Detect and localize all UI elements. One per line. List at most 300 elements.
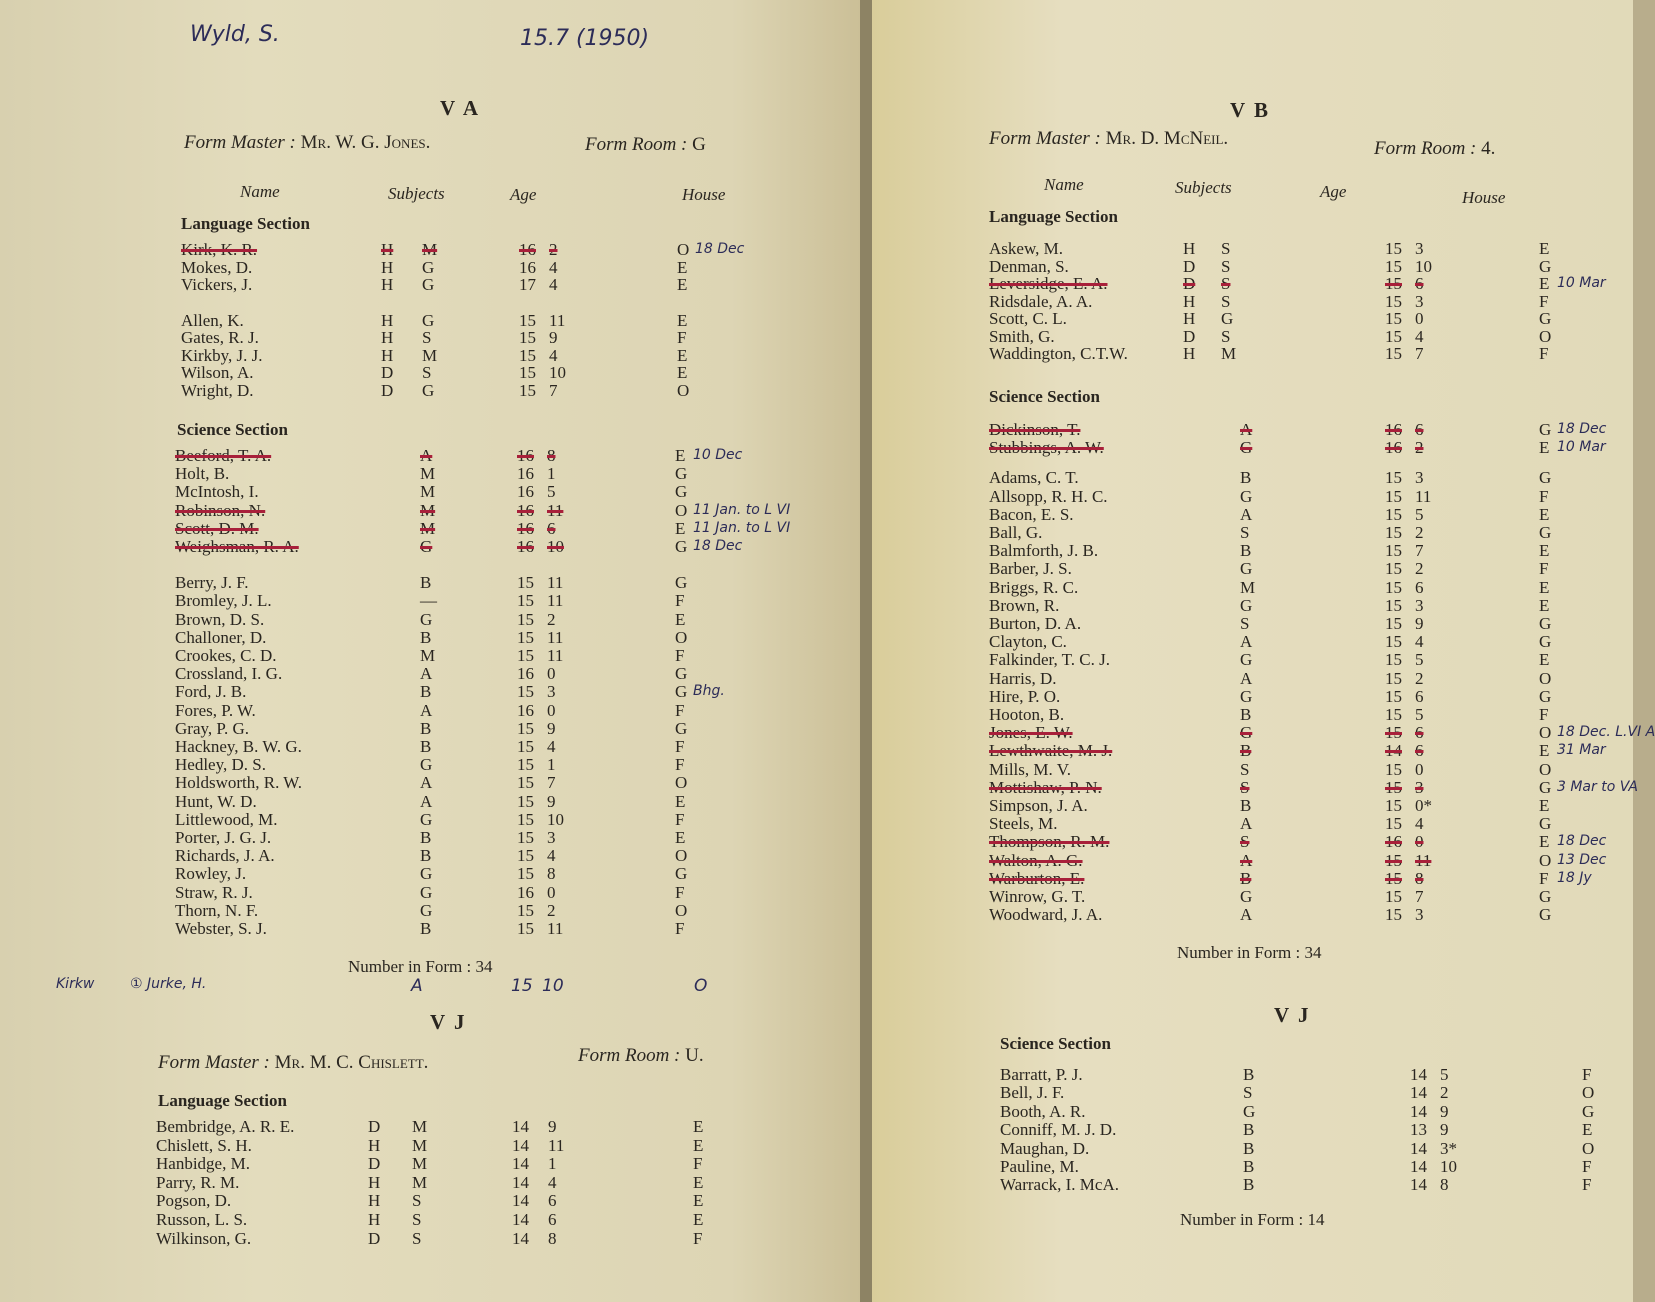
student-name: Wilkinson, G. xyxy=(156,1228,252,1248)
subject-1: H xyxy=(368,1135,381,1155)
house: O xyxy=(675,773,688,793)
table-row xyxy=(989,505,1629,523)
age-years: 14 xyxy=(512,1135,529,1155)
student-name: Mills, M. V. xyxy=(989,759,1072,779)
house: E xyxy=(1539,741,1550,761)
va-col-name: Name xyxy=(240,182,280,201)
house: E xyxy=(675,828,686,847)
subject-1: S xyxy=(1243,1083,1253,1103)
house: F xyxy=(675,591,685,611)
subject-1: B xyxy=(420,737,432,756)
subject-1: G xyxy=(1240,686,1253,706)
age-months: 2 xyxy=(547,609,556,629)
subject-2: G xyxy=(1221,309,1234,328)
subject-2: S xyxy=(1221,274,1231,293)
student-name: Maughan, D. xyxy=(1000,1138,1090,1158)
age-years: 15 xyxy=(1385,614,1402,633)
table-row xyxy=(989,614,1629,632)
student-name: Warrack, I. McA. xyxy=(1000,1175,1119,1195)
age-years: 16 xyxy=(517,518,534,538)
age-months: 0 xyxy=(547,664,556,684)
table-row xyxy=(181,363,841,381)
table-row xyxy=(989,468,1629,486)
age-years: 14 xyxy=(512,1154,529,1174)
handwritten-note: 11 Jan. to L VI xyxy=(693,519,791,536)
age-years: 15 xyxy=(517,627,534,647)
table-row xyxy=(175,773,835,791)
student-name: Ford, J. B. xyxy=(175,682,247,702)
subject-1: S xyxy=(1240,614,1250,633)
handwritten-note: 18 Dec xyxy=(1557,833,1607,850)
student-name: Gates, R. J. xyxy=(181,328,259,347)
age-months: 4 xyxy=(549,275,558,294)
student-name: Chislett, S. H. xyxy=(156,1135,252,1155)
student-name: Waddington, C.T.W. xyxy=(989,344,1128,363)
student-name: Weighsman, R. A. xyxy=(175,537,299,556)
age-years: 15 xyxy=(517,609,534,629)
age-months: 3 xyxy=(547,682,556,702)
age-years: 16 xyxy=(517,664,534,684)
student-name: Briggs, R. C. xyxy=(989,577,1079,597)
age-years: 15 xyxy=(1385,796,1402,815)
age-months: 3* xyxy=(1440,1138,1457,1158)
house: E xyxy=(1539,239,1550,258)
house: O xyxy=(677,240,690,259)
student-name: Russon, L. S. xyxy=(156,1210,248,1229)
student-name: Conniff, M. J. D. xyxy=(1000,1120,1117,1140)
student-name: Pauline, M. xyxy=(1000,1157,1079,1176)
subject-1: M xyxy=(420,500,436,520)
age-months: 9 xyxy=(1440,1120,1449,1140)
age-months: 8 xyxy=(548,1228,557,1248)
va-col-house: House xyxy=(682,185,726,204)
age-years: 15 xyxy=(517,773,534,793)
table-row xyxy=(989,438,1629,456)
house: G xyxy=(675,864,688,884)
student-name: Leversidge, E. A. xyxy=(989,274,1108,293)
age-months: 1 xyxy=(548,1154,557,1174)
subject-1: B xyxy=(1243,1065,1255,1084)
table-row xyxy=(156,1154,816,1172)
house: F xyxy=(675,700,685,720)
house: F xyxy=(693,1154,703,1174)
subject-1: G xyxy=(1243,1101,1256,1121)
table-row xyxy=(181,311,841,329)
vj-form-master: Form Master : Mr. M. C. Chislett. xyxy=(158,1052,429,1073)
student-name: Simpson, J. A. xyxy=(989,796,1088,815)
age-years: 14 xyxy=(512,1172,529,1192)
subject-1: D xyxy=(368,1228,381,1248)
age-months: 10 xyxy=(1415,256,1432,276)
handwritten-note: 3 Mar to VA xyxy=(1557,778,1638,795)
age-months: 5 xyxy=(547,482,556,502)
table-row xyxy=(175,737,835,755)
age-years: 15 xyxy=(519,380,536,400)
subject-1: G xyxy=(420,900,433,920)
student-name: Mottishaw, P. N. xyxy=(989,777,1102,797)
house: F xyxy=(1539,705,1549,724)
age-months: 3 xyxy=(1415,239,1424,258)
student-name: Thompson, R. M. xyxy=(989,832,1110,852)
age-years: 15 xyxy=(519,310,536,330)
student-name: Ridsdale, A. A. xyxy=(989,291,1093,311)
table-row xyxy=(1000,1065,1620,1083)
subject-1: B xyxy=(1240,541,1252,561)
subject-1: M xyxy=(420,518,436,538)
subject-1: G xyxy=(1240,723,1253,743)
age-months: 11 xyxy=(547,573,564,593)
student-name: Walton, A. G. xyxy=(989,850,1083,870)
subject-1: D xyxy=(1183,326,1196,346)
student-name: Porter, J. G. J. xyxy=(175,828,272,847)
va-language-section: Language Section xyxy=(181,214,310,233)
table-row xyxy=(989,723,1655,743)
subject-1: B xyxy=(1243,1175,1255,1195)
age-years: 15 xyxy=(517,791,534,811)
subject-1: D xyxy=(368,1154,381,1174)
table-row xyxy=(175,482,835,500)
house: G xyxy=(675,482,688,502)
student-name: Hunt, W. D. xyxy=(175,791,257,811)
student-name: Wilson, A. xyxy=(181,363,254,382)
house: E xyxy=(1539,595,1550,615)
house: E xyxy=(1582,1120,1593,1140)
house: E xyxy=(1539,274,1550,293)
age-months: 7 xyxy=(547,773,556,793)
age-months: 3 xyxy=(1415,595,1424,615)
table-row xyxy=(181,258,841,276)
student-name: Booth, A. R. xyxy=(1000,1101,1086,1121)
subject-1: H xyxy=(381,275,394,294)
va-col-subjects: Subjects xyxy=(388,184,445,203)
student-name: Bell, J. F. xyxy=(1000,1083,1065,1103)
table-row xyxy=(989,327,1629,345)
subject-1: M xyxy=(1240,577,1256,597)
age-years: 15 xyxy=(519,345,536,365)
house: F xyxy=(1539,344,1549,363)
house: O xyxy=(675,846,688,866)
subject-1: B xyxy=(1240,796,1252,815)
subject-1: M xyxy=(420,482,436,502)
age-months: 2 xyxy=(1440,1083,1449,1103)
age-months: 11 xyxy=(1415,850,1432,870)
student-name: Hanbidge, M. xyxy=(156,1154,250,1174)
house: O xyxy=(694,976,708,996)
va-form-room: Form Room : G xyxy=(585,134,706,155)
age-months: 9 xyxy=(1440,1101,1449,1121)
table-row xyxy=(989,814,1629,832)
student-name: Jones, E. W. xyxy=(989,723,1073,743)
table-row xyxy=(989,257,1629,275)
vb-col-subjects: Subjects xyxy=(1175,178,1232,197)
age-months: 11 xyxy=(549,310,566,330)
subject-2: S xyxy=(1221,239,1231,258)
table-row xyxy=(175,628,835,646)
age-months: 11 xyxy=(547,627,564,647)
subject-1: B xyxy=(420,627,432,647)
subject-1: S xyxy=(1240,523,1250,542)
age-years: 15 xyxy=(1385,344,1402,363)
added-student-row xyxy=(56,976,756,994)
subject-1: G xyxy=(420,882,433,902)
subject-1: G xyxy=(1240,559,1253,579)
house: O xyxy=(1539,850,1552,870)
age-months: 5 xyxy=(1415,504,1424,524)
subject-2: S xyxy=(422,328,432,347)
table-row xyxy=(175,701,835,719)
house: E xyxy=(675,446,686,465)
age-months: 3 xyxy=(1415,291,1424,311)
age-years: 15 xyxy=(1385,559,1402,579)
house: F xyxy=(675,755,685,775)
student-name: Webster, S. J. xyxy=(175,919,267,938)
subject-1: B xyxy=(1240,741,1252,761)
table-row xyxy=(181,328,841,346)
va-number-in-form: Number in Form : 34 xyxy=(348,957,493,976)
student-name: Brown, D. S. xyxy=(175,609,265,629)
house: E xyxy=(693,1172,704,1192)
house: G xyxy=(1539,905,1552,925)
subject-1: H xyxy=(1183,309,1196,328)
student-name: Stubbings, A. W. xyxy=(989,438,1104,458)
student-name: Balmforth, J. B. xyxy=(989,541,1099,561)
subject-1: H xyxy=(381,310,394,330)
table-row xyxy=(989,239,1629,257)
age-years: 15 xyxy=(1385,705,1402,724)
subject-2: G xyxy=(422,380,435,400)
age-months: 11 xyxy=(547,919,564,938)
age-months: 2 xyxy=(1415,559,1424,579)
subject-2: S xyxy=(422,363,432,382)
student-name: Thorn, N. F. xyxy=(175,900,259,920)
subject-1: A xyxy=(1240,632,1253,652)
house: F xyxy=(677,328,687,347)
subject-1: — xyxy=(420,591,437,611)
vb-title: V B xyxy=(1230,98,1271,122)
age-months: 4 xyxy=(1415,814,1424,834)
table-row xyxy=(175,446,835,464)
age-months: 8 xyxy=(1415,868,1424,888)
student-name: Denman, S. xyxy=(989,256,1069,276)
student-name: Hooton, B. xyxy=(989,705,1065,724)
table-row xyxy=(175,501,835,519)
subject-1: B xyxy=(420,718,432,738)
table-row xyxy=(989,705,1629,723)
age-months: 10 xyxy=(547,537,564,556)
student-name: Winrow, G. T. xyxy=(989,887,1086,906)
student-name: Kirkby, J. J. xyxy=(181,345,263,365)
vj-science-section: Science Section xyxy=(1000,1034,1111,1053)
table-row xyxy=(175,810,835,828)
age-months: 4 xyxy=(1415,632,1424,652)
subject-1: B xyxy=(420,573,432,593)
house: F xyxy=(1582,1175,1592,1195)
house: F xyxy=(1539,291,1549,311)
subject-1: H xyxy=(1183,239,1196,258)
subject-1: B xyxy=(420,919,432,938)
age-months: 5 xyxy=(1440,1065,1449,1084)
house: O xyxy=(1582,1083,1595,1103)
age-months: 6 xyxy=(1415,577,1424,597)
subject-1: H xyxy=(381,240,394,259)
subject-1: H xyxy=(368,1172,381,1192)
age-years: 15 xyxy=(519,328,536,347)
student-name: Challoner, D. xyxy=(175,627,267,647)
age-years: 15 xyxy=(1385,274,1402,293)
vb-science-section: Science Section xyxy=(989,387,1100,406)
subject-1: H xyxy=(368,1210,381,1229)
age-years: 15 xyxy=(1385,309,1402,328)
table-row xyxy=(989,541,1629,559)
student-name: Holt, B. xyxy=(175,464,230,484)
subject-1: B xyxy=(1243,1120,1255,1140)
handwritten-note: 31 Mar xyxy=(1557,742,1606,759)
age-months: 7 xyxy=(1415,344,1424,363)
age-years: 14 xyxy=(1410,1157,1427,1176)
house: G xyxy=(1539,523,1552,542)
house: E xyxy=(693,1210,704,1229)
vb-col-name: Name xyxy=(1044,175,1084,194)
subject-2: S xyxy=(1221,256,1231,276)
age-years: 15 xyxy=(1385,723,1402,743)
age-years: 14 xyxy=(1385,741,1402,761)
house: O xyxy=(1539,759,1552,779)
table-row xyxy=(175,883,835,901)
age-months: 2 xyxy=(1415,438,1424,458)
age-months: 11 xyxy=(1415,486,1432,506)
age-years: 15 xyxy=(517,718,534,738)
house: G xyxy=(675,537,688,556)
subject-1: S xyxy=(1240,777,1250,797)
house: G xyxy=(1539,256,1552,276)
student-name: Hire, P. O. xyxy=(989,686,1061,706)
house: E xyxy=(677,310,688,330)
student-name: Bacon, E. S. xyxy=(989,504,1074,524)
age-years: 17 xyxy=(519,275,536,294)
age-months: 11 xyxy=(547,500,564,520)
age-months: 6 xyxy=(1415,741,1424,761)
house: E xyxy=(675,609,686,629)
age-years: 15 xyxy=(1385,650,1402,670)
handwritten-note: 18 Dec xyxy=(693,538,743,554)
subject-1: A xyxy=(420,700,433,720)
age-years: 15 xyxy=(1385,504,1402,524)
age-years: 14 xyxy=(1410,1083,1427,1103)
age-months: 2 xyxy=(1415,668,1424,688)
subject-1: A xyxy=(1240,814,1253,834)
table-row xyxy=(989,869,1629,887)
book-gutter xyxy=(860,0,872,1302)
age-years: 15 xyxy=(1385,814,1402,834)
table-row xyxy=(989,487,1629,505)
student-name: Fores, P. W. xyxy=(175,700,256,720)
age-years: 16 xyxy=(1385,832,1402,852)
table-row xyxy=(175,646,835,664)
age-months: 3 xyxy=(1415,905,1424,925)
subject-2: M xyxy=(1221,344,1237,363)
vb-language-section: Language Section xyxy=(989,207,1118,226)
table-row xyxy=(989,777,1638,797)
age-months: 6 xyxy=(1415,723,1424,743)
age-years: 15 xyxy=(1385,239,1402,258)
age-years: 14 xyxy=(1410,1175,1427,1195)
subject-1: D xyxy=(381,363,394,382)
age-years: 15 xyxy=(1385,668,1402,688)
age-years: 15 xyxy=(511,976,533,996)
subject-1: G xyxy=(420,864,433,884)
va-title: V A xyxy=(440,96,481,120)
subject-1: A xyxy=(420,773,433,793)
house: F xyxy=(693,1228,703,1248)
student-name: Woodward, J. A. xyxy=(989,905,1103,925)
subject-2: S xyxy=(1221,291,1231,311)
va-science-section: Science Section xyxy=(177,420,288,439)
age-years: 15 xyxy=(517,573,534,593)
subject-1: M xyxy=(420,646,436,665)
age-months: 9 xyxy=(548,1117,557,1136)
age-months: 10 xyxy=(542,976,564,996)
age-years: 15 xyxy=(517,737,534,756)
subject-1: A xyxy=(411,976,423,996)
student-name: Allsopp, R. H. C. xyxy=(989,486,1108,506)
house: G xyxy=(1539,309,1552,328)
table-row xyxy=(989,851,1629,869)
house: E xyxy=(677,363,688,382)
age-months: 0 xyxy=(1415,832,1424,852)
house: E xyxy=(675,791,686,811)
handwritten-note: Bhg. xyxy=(693,683,725,700)
subject-1: H xyxy=(368,1191,381,1211)
age-months: 10 xyxy=(547,809,564,829)
student-name: Brown, R. xyxy=(989,595,1060,615)
student-name: Dickinson, T. xyxy=(989,420,1081,439)
table-row xyxy=(989,796,1629,814)
subject-1: D xyxy=(368,1117,381,1136)
student-name: Lewthwaite, M. J. xyxy=(989,741,1113,761)
house: G xyxy=(1539,632,1552,652)
age-years: 16 xyxy=(517,500,534,520)
house: O xyxy=(1582,1138,1595,1158)
student-name: Smith, G. xyxy=(989,326,1055,346)
handwritten-note: 18 Dec xyxy=(695,241,745,257)
subject-1: D xyxy=(1183,256,1196,276)
student-name: Crossland, I. G. xyxy=(175,664,283,684)
house: O xyxy=(675,627,688,647)
table-row xyxy=(989,292,1629,310)
table-row xyxy=(989,832,1629,850)
subject-1: B xyxy=(420,846,432,866)
house: F xyxy=(675,809,685,829)
handwritten-note: 10 Mar xyxy=(1557,275,1606,291)
subject-2: G xyxy=(422,257,435,277)
vj-language-section: Language Section xyxy=(158,1091,287,1110)
age-years: 15 xyxy=(1385,759,1402,779)
student-name: Allen, K. xyxy=(181,310,244,330)
house: F xyxy=(1539,559,1549,579)
age-months: 1 xyxy=(547,755,556,775)
age-years: 15 xyxy=(1385,468,1402,488)
student-name: Burton, D. A. xyxy=(989,614,1082,633)
age-months: 2 xyxy=(547,900,556,920)
house: G xyxy=(1539,468,1552,488)
age-years: 15 xyxy=(1385,291,1402,311)
age-years: 15 xyxy=(1385,632,1402,652)
age-years: 16 xyxy=(1385,420,1402,439)
house: G xyxy=(1539,686,1552,706)
age-years: 14 xyxy=(1410,1101,1427,1121)
age-months: 10 xyxy=(1440,1157,1457,1176)
subject-1: A xyxy=(1240,504,1253,524)
